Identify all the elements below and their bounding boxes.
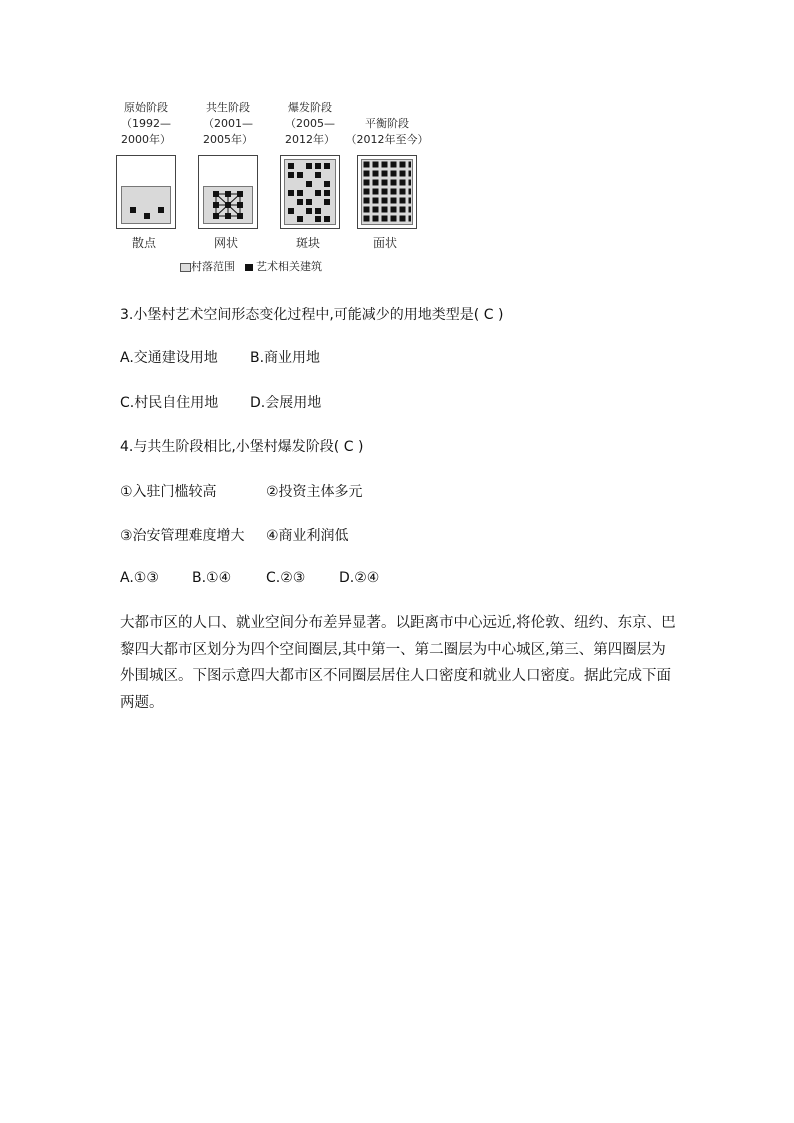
stage-years: 2005年） xyxy=(203,133,253,146)
option-d: D.②④ xyxy=(339,570,380,586)
stage-frame xyxy=(116,155,176,229)
stage-years: 2012年） xyxy=(285,133,335,146)
village-stage-figure xyxy=(110,100,440,280)
patch-pattern xyxy=(285,160,335,224)
item-4: ④商业利润低 xyxy=(266,528,349,544)
figure-legend xyxy=(180,258,322,274)
reading-passage: 大都市区的人口、就业空间分布差异显著。以距离市中心远近,将伦敦、纽约、东京、巴黎四大都市区划分为四个空间圈层,其中第一、第二圈层为中心城区,第三、第四圈层为外围城区。下图示意四大都市区不同圈层居住人口密度和就业人口密度。据此完成下面两题。 xyxy=(120,615,676,711)
network-pattern xyxy=(204,187,252,223)
stage-years: （2012年至今） xyxy=(345,133,429,146)
stage-caption: 面状 xyxy=(373,236,398,250)
option-c: C.村民自住用地 xyxy=(120,395,219,411)
stage-frame xyxy=(198,155,258,229)
stage-years: （1992— xyxy=(121,117,171,130)
stage-caption: 斑块 xyxy=(296,236,321,250)
village-area xyxy=(121,186,171,224)
stage-caption: 散点 xyxy=(132,236,157,250)
building-swatch xyxy=(245,264,253,271)
stage-name: 爆发阶段 xyxy=(288,101,332,114)
stage-years: （2001— xyxy=(203,117,253,130)
option-a: A.①③ xyxy=(120,570,159,586)
stage-original xyxy=(110,100,182,260)
stage-caption: 网状 xyxy=(214,236,239,250)
stage-frame xyxy=(280,155,340,229)
question-4-options xyxy=(120,570,379,586)
item-2: ②投资主体多元 xyxy=(266,484,363,500)
village-area xyxy=(361,159,413,225)
village-swatch xyxy=(180,263,191,272)
option-d: D.会展用地 xyxy=(250,395,322,411)
village-area xyxy=(203,186,253,224)
question-3-options-ab xyxy=(120,347,320,367)
area-pattern xyxy=(362,160,412,224)
village-area xyxy=(284,159,336,225)
option-b: B.①④ xyxy=(192,570,232,586)
item-1: ①入驻门槛较高 xyxy=(120,484,217,500)
question-4-stem: 4.与共生阶段相比,小堡村爆发阶段( C ) xyxy=(120,439,364,455)
question-4-items-12 xyxy=(120,481,363,501)
stage-explosion xyxy=(274,100,346,260)
stage-balance xyxy=(342,100,432,260)
legend-building-label: 艺术相关建筑 xyxy=(256,260,322,273)
stage-name: 平衡阶段 xyxy=(365,117,409,130)
item-3: ③治安管理难度增大 xyxy=(120,528,245,544)
stage-years: （2005— xyxy=(285,117,335,130)
legend-village-label: 村落范围 xyxy=(191,260,235,273)
question-4-items-34 xyxy=(120,525,349,545)
question-3-options-cd xyxy=(120,392,321,412)
stage-name: 原始阶段 xyxy=(124,101,168,114)
option-b: B.商业用地 xyxy=(250,350,321,366)
stage-symbiosis xyxy=(192,100,264,260)
stage-frame xyxy=(357,155,417,229)
question-3-stem: 3.小堡村艺术空间形态变化过程中,可能减少的用地类型是( C ) xyxy=(120,307,504,323)
option-a: A.交通建设用地 xyxy=(120,350,218,366)
stage-name: 共生阶段 xyxy=(206,101,250,114)
option-c: C.②③ xyxy=(266,570,306,586)
stage-years: 2000年） xyxy=(121,133,171,146)
